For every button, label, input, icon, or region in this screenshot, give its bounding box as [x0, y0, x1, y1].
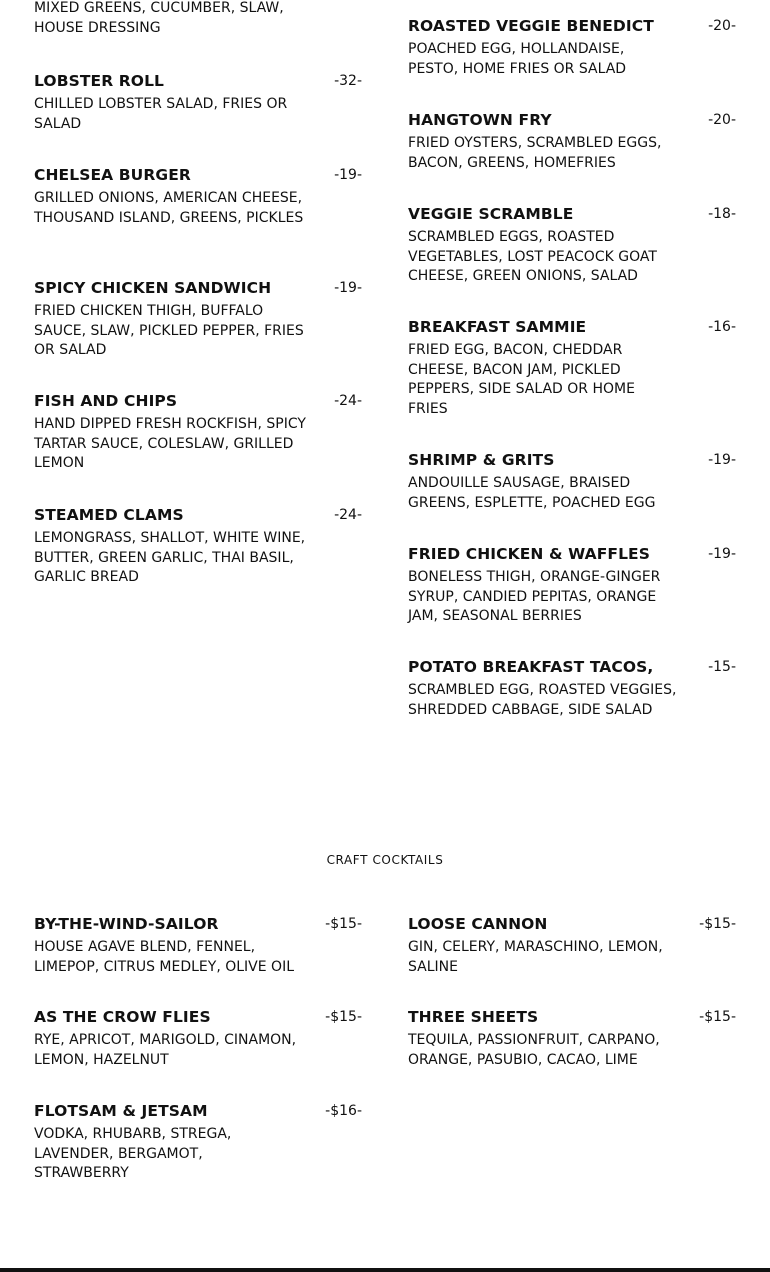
item-price: -19- — [334, 280, 362, 296]
item-price: -$15- — [325, 1009, 362, 1025]
item-name: STEAMED CLAMS — [34, 506, 184, 524]
item-description: MIXED GREENS, CUCUMBER, SLAW, HOUSE DRESSING — [34, 0, 284, 36]
item-price: -$15- — [325, 916, 362, 932]
item-description: VODKA, RHUBARB, STREGA, LAVENDER, BERGAMOT, STRAWBERRY — [34, 1126, 232, 1181]
item-description: LEMONGRASS, SHALLOT, WHITE WINE, BUTTER, GREEN GARLIC, THAI BASIL, GARLIC BREAD — [34, 530, 306, 585]
item-description: POACHED EGG, HOLLANDAISE, PESTO, HOME FRIES OR SALAD — [408, 41, 627, 77]
item-name: AS THE CROW FLIES — [34, 1008, 211, 1026]
cocktail-item — [34, 1101, 362, 1184]
menu-item — [408, 16, 736, 79]
item-description: FRIED OYSTERS, SCRAMBLED EGGS, BACON, GREENS, HOMEFRIES — [408, 135, 662, 171]
cocktail-item — [408, 914, 736, 977]
item-description: GRILLED ONIONS, AMERICAN CHEESE, THOUSAND ISLAND, GREENS, PICKLES — [34, 190, 304, 226]
item-name: FISH AND CHIPS — [34, 392, 178, 410]
menu-item — [408, 544, 736, 627]
item-name: LOOSE CANNON — [408, 915, 548, 933]
bottom-divider — [0, 1268, 770, 1272]
item-price: -$16- — [325, 1103, 362, 1119]
item-description: ANDOUILLE SAUSAGE, BRAISED GREENS, ESPLETTE, POACHED EGG — [408, 475, 656, 511]
item-description: SCRAMBLED EGG, ROASTED VEGGIES, SHREDDED CABBAGE, SIDE SALAD — [408, 682, 677, 718]
menu-item — [34, 505, 362, 588]
item-description: HOUSE AGAVE BLEND, FENNEL, LIMEPOP, CITRUS MEDLEY, OLIVE OIL — [34, 939, 294, 975]
menu-item — [34, 165, 362, 228]
section-title-craft-cocktails: CRAFT COCKTAILS — [326, 853, 444, 867]
item-name: SPICY CHICKEN SANDWICH — [34, 279, 272, 297]
item-price: -19- — [708, 546, 736, 562]
cocktail-item — [34, 914, 362, 977]
item-name: LOBSTER ROLL — [34, 72, 165, 90]
item-price: -24- — [334, 507, 362, 523]
item-name: VEGGIE SCRAMBLE — [408, 205, 574, 223]
item-name: HANGTOWN FRY — [408, 111, 552, 129]
item-name: ROASTED VEGGIE BENEDICT — [408, 17, 654, 35]
item-name: FLOTSAM & JETSAM — [34, 1102, 208, 1120]
item-name: CHELSEA BURGER — [34, 166, 191, 184]
item-price: -32- — [334, 73, 362, 89]
item-description: CHILLED LOBSTER SALAD, FRIES OR SALAD — [34, 96, 288, 132]
item-name: SHRIMP & GRITS — [408, 451, 555, 469]
item-description: FRIED CHICKEN THIGH, BUFFALO SAUCE, SLAW, PICKLED PEPPER, FRIES OR SALAD — [34, 303, 304, 358]
item-price: -20- — [708, 18, 736, 34]
item-description: GIN, CELERY, MARASCHINO, LEMON, SALINE — [408, 939, 663, 975]
item-price: -24- — [334, 393, 362, 409]
item-name: BY-THE-WIND-SAILOR — [34, 915, 219, 933]
menu-item — [408, 110, 736, 173]
menu-item — [34, 71, 362, 134]
cocktail-item — [408, 1007, 736, 1070]
item-price: -20- — [708, 112, 736, 128]
menu-item — [408, 317, 736, 419]
item-price: -16- — [708, 319, 736, 335]
menu-item — [408, 657, 736, 720]
item-price: -$15- — [699, 1009, 736, 1025]
menu-item — [408, 450, 736, 513]
item-price: -19- — [708, 452, 736, 468]
item-description: HAND DIPPED FRESH ROCKFISH, SPICY TARTAR SAUCE, COLESLAW, GRILLED LEMON — [34, 416, 306, 471]
item-description: BONELESS THIGH, ORANGE-GINGER SYRUP, CANDIED PEPITAS, ORANGE JAM, SEASONAL BERRIES — [408, 569, 661, 624]
item-name: THREE SHEETS — [408, 1008, 539, 1026]
item-description: TEQUILA, PASSIONFRUIT, CARPANO, ORANGE, PASUBIO, CACAO, LIME — [408, 1032, 660, 1068]
item-price: -18- — [708, 206, 736, 222]
item-description: SCRAMBLED EGGS, ROASTED VEGETABLES, LOST PEACOCK GOAT CHEESE, GREEN ONIONS, SALAD — [408, 229, 657, 284]
item-description: FRIED EGG, BACON, CHEDDAR CHEESE, BACON JAM, PICKLED PEPPERS, SIDE SALAD OR HOME FRIES — [408, 342, 635, 417]
menu-item — [34, 391, 362, 474]
cocktail-item — [34, 1007, 362, 1070]
item-name: FRIED CHICKEN & WAFFLES — [408, 545, 651, 563]
item-name: BREAKFAST SAMMIE — [408, 318, 587, 336]
item-price: -15- — [708, 659, 736, 675]
item-description: RYE, APRICOT, MARIGOLD, CINAMON, LEMON, HAZELNUT — [34, 1032, 297, 1068]
item-price: -$15- — [699, 916, 736, 932]
menu-item — [34, 278, 362, 361]
item-price: -19- — [334, 167, 362, 183]
menu-item — [34, 0, 362, 38]
item-name: POTATO BREAKFAST TACOS, — [408, 658, 654, 676]
menu-item — [408, 204, 736, 287]
